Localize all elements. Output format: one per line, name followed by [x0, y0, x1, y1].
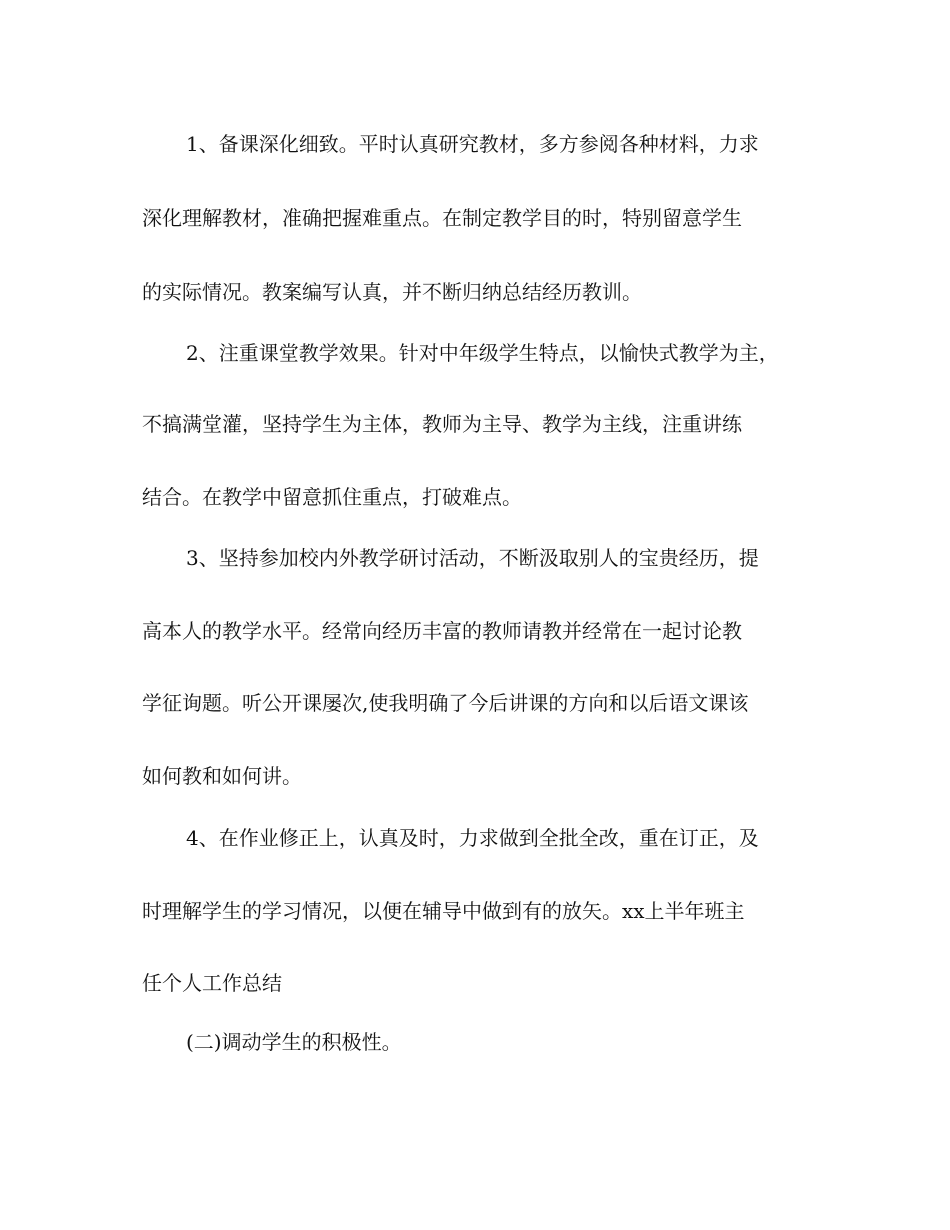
paragraph-2-line-2: 不搞满堂灌，坚持学生为主体，教师为主导、教学为主线，注重讲练	[142, 412, 742, 436]
paragraph-4-line-2: 时理解学生的学习情况，以便在辅导中做到有的放矢。xx上半年班主	[142, 899, 745, 923]
paragraph-3-line-1: 3、坚持参加校内外教学研讨活动，不断汲取别人的宝贵经历，提	[186, 546, 759, 570]
paragraph-3-line-2: 高本人的教学水平。经常向经历丰富的教师请教并经常在一起讨论教	[142, 619, 742, 643]
paragraph-4-line-1: 4、在作业修正上，认真及时，力求做到全批全改，重在订正，及	[186, 826, 759, 850]
paragraph-2-line-3: 结合。在教学中留意抓住重点，打破难点。	[142, 485, 522, 509]
paragraph-3-line-3: 学征询题。听公开课屡次,使我明确了今后讲课的方向和以后语文课该	[142, 691, 749, 715]
paragraph-1-line-1: 1、备课深化细致。平时认真研究教材，多方参阅各种材料，力求	[186, 132, 759, 156]
paragraph-1-line-2: 深化理解教材，准确把握难重点。在制定教学目的时，特别留意学生	[142, 206, 742, 230]
paragraph-4-line-3: 任个人工作总结	[142, 971, 282, 995]
section-heading: (二)调动学生的积极性。	[186, 1030, 402, 1054]
paragraph-1-line-3: 的实际情况。教案编写认真，并不断归纳总结经历教训。	[142, 280, 642, 304]
paragraph-2-line-1: 2、注重课堂教学效果。针对中年级学生特点，以愉快式教学为主，	[186, 341, 779, 365]
paragraph-3-line-4: 如何教和如何讲。	[142, 764, 302, 788]
